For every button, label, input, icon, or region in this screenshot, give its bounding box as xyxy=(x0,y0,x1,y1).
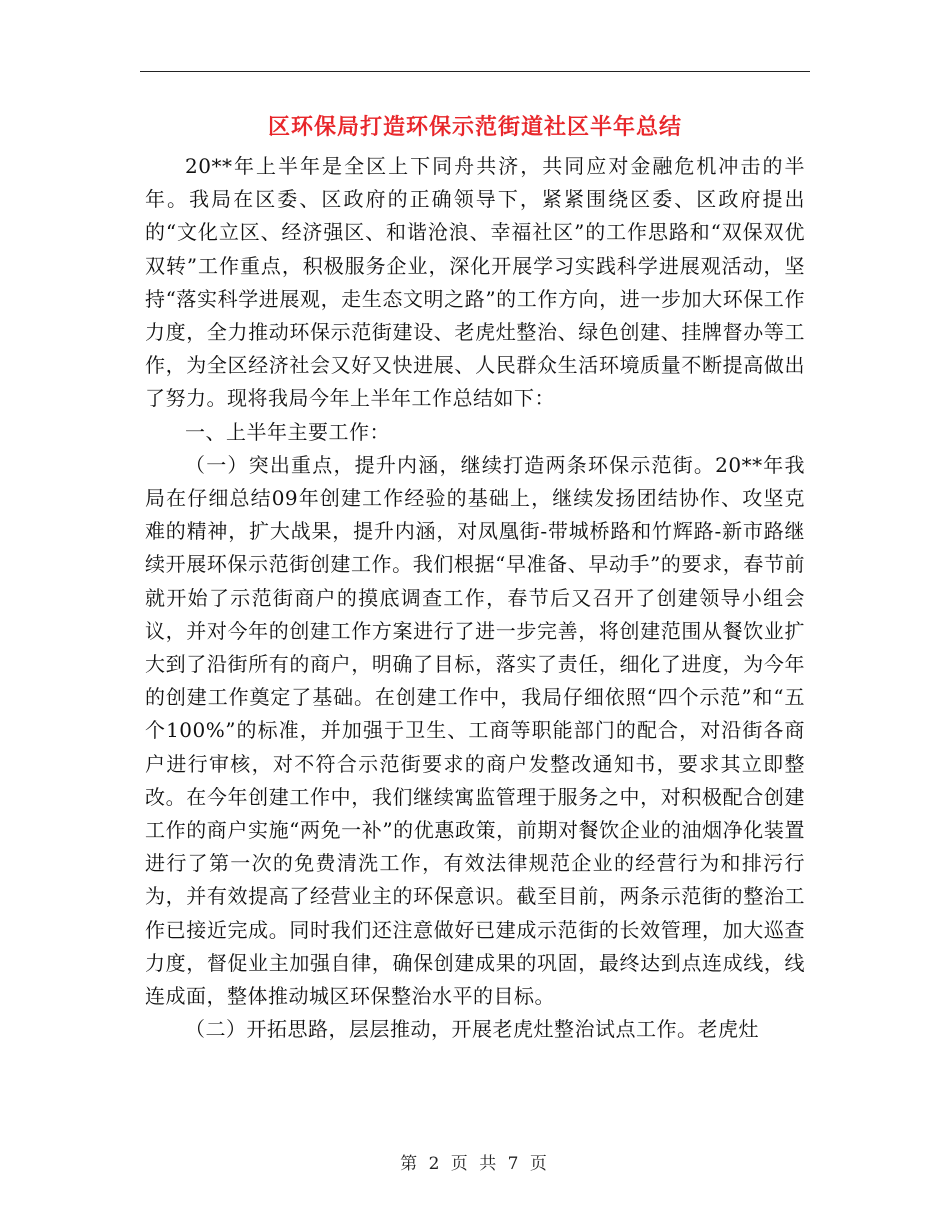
paragraph-intro: 20**年上半年是全区上下同舟共济，共同应对金融危机冲击的半年。我局在区委、区政府的正确领导下，紧紧围绕区委、区政府提出的“文化立区、经济强区、和谐沧浪、幸福社区”的工作思路和“双保双优双转”工作重点，积极服务企业，深化开展学习实践科学进展观活动，坚持“落实科学进展观，走生态文明之路”的工作方向，进一步加大环保工作力度，全力推动环保示范街建设、老虎灶整治、绿色创建、挂牌督办等工作，为全区经济社会又好又快进展、人民群众生活环境质量不断提高做出了努力。现将我局今年上半年工作总结如下： xyxy=(145,154,805,411)
header-rule xyxy=(140,71,810,72)
page-number: 第 2 页 共 7 页 xyxy=(400,1154,550,1174)
document-body xyxy=(145,150,805,1046)
document-title: 区环保局打造环保示范街道社区半年总结 xyxy=(267,114,682,140)
paragraph-section-2: （二）开拓思路，层层推动，开展老虎灶整治试点工作。老虎灶 xyxy=(185,1017,759,1042)
section-heading: 一、上半年主要工作： xyxy=(185,419,390,444)
paragraph-section-1: （一）突出重点，提升内涵，继续打造两条环保示范街。20**年我局在仔细总结09年创建工作经验的基础上，继续发扬团结协作、攻坚克难的精神，扩大战果，提升内涵，对凤凰街-带城桥路和竹辉路-新市路继续开展环保示范街创建工作。我们根据“早准备、早动手”的要求，春节前就开始了示范街商户的摸底调查工作，春节后又召开了创建领导小组会议，并对今年的创建工作方案进行了进一步完善，将创建范围从餐饮业扩大到了沿街所有的商户，明确了目标，落实了责任，细化了进度，为今年的创建工作奠定了基础。在创建工作中，我局仔细依照“四个示范”和“五个100%”的标准，并加强于卫生、工商等职能部门的配合，对沿街各商户进行审核，对不符合示范街要求的商户发整改通知书，要求其立即整改。在今年创建工作中，我们继续寓监管理于服务之中，对积极配合创建工作的商户实施“两免一补”的优惠政策，前期对餐饮企业的油烟净化装置进行了第一次的免费清洗工作，有效法律规范企业的经营行为和排污行为，并有效提高了经营业主的环保意识。截至目前，两条示范街的整治工作已接近完成。同时我们还注意做好已建成示范街的长效管理，加大巡查力度，督促业主加强自律，确保创建成果的巩固，最终达到点连成线，线连成面，整体推动城区环保整治水平的目标。 xyxy=(145,452,805,1009)
